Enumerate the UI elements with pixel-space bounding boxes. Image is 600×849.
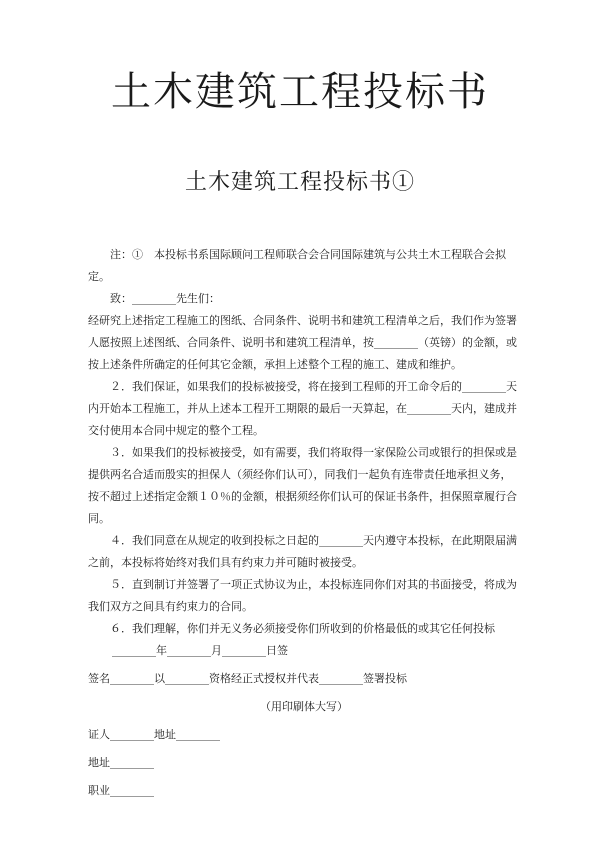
- witness-line: 证人________地址________: [88, 728, 220, 741]
- stamp-note: （用印刷体大写）: [260, 700, 348, 713]
- document-body: [88, 244, 520, 802]
- paragraph-1: 经研究上述指定工程施工的图纸、合同条件、说明书和建筑工程清单之后，我们作为签署人愿按照上述图纸、合同条件、说明书和建筑工程清单，按________（英镑）的金额，或按上述条件所确定的任何其它金额，承担上述整个工程的施工、建成和维护。: [88, 314, 517, 371]
- address-line: 地址________: [88, 756, 154, 769]
- signature-line: 签名________以________资格经正式授权并代表________签署投标: [88, 672, 407, 685]
- paragraph-2: ２．我们保证，如果我们的投标被接受，将在接到工程师的开工命令后的________天内开始本工程施工，并从上述本工程开工期限的最后一天算起，在________天内，建成并交付使用本合同中规定的整个工程。: [88, 380, 517, 437]
- occupation-line: 职业________: [88, 784, 154, 797]
- paragraph-3: ３．如果我们的投标被接受，如有需要，我们将取得一家保险公司或银行的担保或是提供两名合适而殷实的担保人（须经你们认可），同我们一起负有连带责任地承担义务，按不超过上述指定金额１０％的金额，根据须经你们认可的保证书条件，担保照章履行合同。: [88, 446, 517, 525]
- paragraph-5: ５．直到制订并签署了一项正式协议为止，本投标连同你们对其的书面接受，将成为我们双方之间具有约束力的合同。: [88, 578, 517, 613]
- sub-title: 土木建筑工程投标书①: [184, 170, 415, 195]
- paragraph-6: ６．我们理解，你们并无义务必须接受你们所收到的价格最低的或其它任何投标: [110, 622, 495, 635]
- date-line: ________年________月________日签: [112, 644, 288, 657]
- footnote-note: 注：① 本投标书系国际顾问工程师联合会合同国际建筑与公共土木工程联合会拟定。: [88, 248, 506, 283]
- salutation: 致：________先生们：: [110, 292, 220, 305]
- main-title: 土木建筑工程投标书: [111, 69, 489, 115]
- paragraph-4: ４．我们同意在从规定的收到投标之日起的________天内遵守本投标，在此期限届满之前，本投标将始终对我们具有约束力并可随时被接受。: [88, 534, 517, 569]
